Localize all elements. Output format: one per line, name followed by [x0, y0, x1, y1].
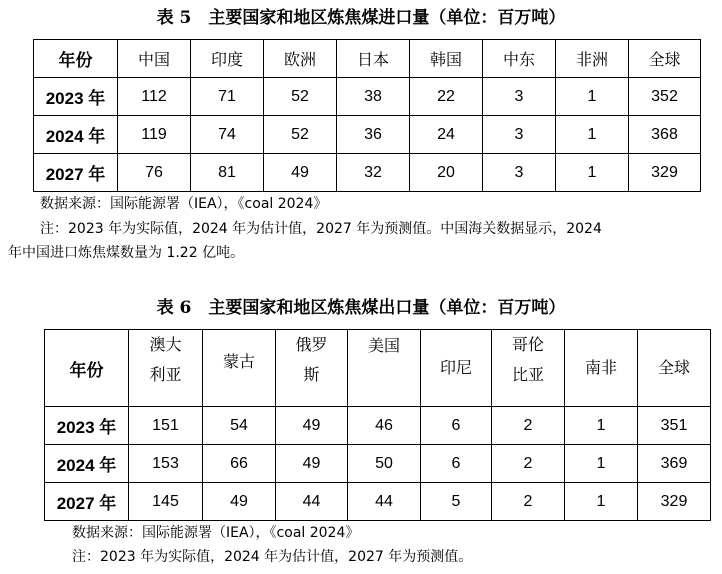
- table6-source: 数据来源：国际能源署（IEA），《coal 2024》: [72, 525, 360, 541]
- value-cell: 74: [191, 116, 264, 154]
- year-cell: 2027 年: [34, 154, 118, 192]
- table5-header-europe: 欧洲: [264, 40, 337, 78]
- table-row: [34, 78, 701, 116]
- value-cell: 52: [264, 78, 337, 116]
- year-cell: 2023 年: [34, 78, 118, 116]
- table6-header-australia: 澳大利亚: [129, 330, 203, 407]
- table5: [33, 39, 701, 192]
- value-cell: 36: [337, 116, 410, 154]
- value-cell: 52: [264, 116, 337, 154]
- value-cell: 54: [203, 407, 276, 445]
- table5-header-global: 全球: [629, 40, 701, 78]
- value-cell: 153: [129, 445, 203, 483]
- value-cell: 44: [276, 483, 348, 521]
- table6-header-year: 年份: [45, 330, 129, 407]
- value-cell: 368: [629, 116, 701, 154]
- value-cell: 1: [565, 445, 638, 483]
- value-cell: 1: [556, 78, 629, 116]
- value-cell: 3: [483, 116, 556, 154]
- value-cell: 76: [118, 154, 191, 192]
- table5-note-line1: 注：2023 年为实际值，2024 年为估计值，2027 年为预测值。中国海关数据显示，2024: [40, 221, 602, 237]
- table6-header-usa: 美国: [348, 330, 421, 407]
- value-cell: 2: [492, 483, 565, 521]
- table5-header-middle-east: 中东: [483, 40, 556, 78]
- table6-header-row: [45, 330, 711, 407]
- value-cell: 50: [348, 445, 421, 483]
- table-row: [45, 483, 711, 521]
- table-row: [45, 445, 711, 483]
- table5-header-year: 年份: [34, 40, 118, 78]
- table5-header-japan: 日本: [337, 40, 410, 78]
- value-cell: 49: [276, 445, 348, 483]
- table6-header-global: 全球: [638, 330, 711, 407]
- value-cell: 145: [129, 483, 203, 521]
- value-cell: 6: [421, 407, 492, 445]
- table-row: [34, 116, 701, 154]
- value-cell: 3: [483, 78, 556, 116]
- table5-note-line2: 年中国进口炼焦煤数量为 1.22 亿吨。: [8, 245, 245, 261]
- value-cell: 329: [638, 483, 711, 521]
- value-cell: 352: [629, 78, 701, 116]
- table6-note: 注：2023 年为实际值，2024 年为估计值，2027 年为预测值。: [72, 549, 473, 565]
- value-cell: 329: [629, 154, 701, 192]
- year-cell: 2024 年: [34, 116, 118, 154]
- value-cell: 38: [337, 78, 410, 116]
- table5-header-row: [34, 40, 701, 78]
- table-row: [45, 407, 711, 445]
- year-cell: 2024 年: [45, 445, 129, 483]
- value-cell: 151: [129, 407, 203, 445]
- value-cell: 112: [118, 78, 191, 116]
- year-cell: 2023 年: [45, 407, 129, 445]
- value-cell: 351: [638, 407, 711, 445]
- table5-header-india: 印度: [191, 40, 264, 78]
- value-cell: 5: [421, 483, 492, 521]
- value-cell: 20: [410, 154, 483, 192]
- value-cell: 46: [348, 407, 421, 445]
- table5-caption: 表 5 主要国家和地区炼焦煤进口量（单位：百万吨）: [156, 8, 566, 28]
- year-cell: 2027 年: [45, 483, 129, 521]
- table5-source: 数据来源：国际能源署（IEA），《coal 2024》: [40, 196, 328, 212]
- table5-header-china: 中国: [118, 40, 191, 78]
- table-row: [34, 154, 701, 192]
- value-cell: 6: [421, 445, 492, 483]
- table6-header-mongolia: 蒙古: [203, 330, 276, 407]
- value-cell: 44: [348, 483, 421, 521]
- table5-header-africa: 非洲: [556, 40, 629, 78]
- value-cell: 1: [556, 154, 629, 192]
- table6-header-indonesia: 印尼: [421, 330, 492, 407]
- table5-header-korea: 韩国: [410, 40, 483, 78]
- value-cell: 369: [638, 445, 711, 483]
- value-cell: 3: [483, 154, 556, 192]
- value-cell: 24: [410, 116, 483, 154]
- value-cell: 66: [203, 445, 276, 483]
- value-cell: 49: [276, 407, 348, 445]
- value-cell: 1: [565, 483, 638, 521]
- value-cell: 1: [565, 407, 638, 445]
- table6-header-russia: 俄罗斯: [276, 330, 348, 407]
- table6: [44, 329, 711, 521]
- value-cell: 49: [264, 154, 337, 192]
- table6-header-south-africa: 南非: [565, 330, 638, 407]
- value-cell: 2: [492, 445, 565, 483]
- value-cell: 22: [410, 78, 483, 116]
- value-cell: 119: [118, 116, 191, 154]
- value-cell: 49: [203, 483, 276, 521]
- table6-caption: 表 6 主要国家和地区炼焦煤出口量（单位：百万吨）: [156, 298, 566, 318]
- table6-header-colombia: 哥伦比亚: [492, 330, 565, 407]
- value-cell: 81: [191, 154, 264, 192]
- value-cell: 2: [492, 407, 565, 445]
- value-cell: 32: [337, 154, 410, 192]
- value-cell: 1: [556, 116, 629, 154]
- value-cell: 71: [191, 78, 264, 116]
